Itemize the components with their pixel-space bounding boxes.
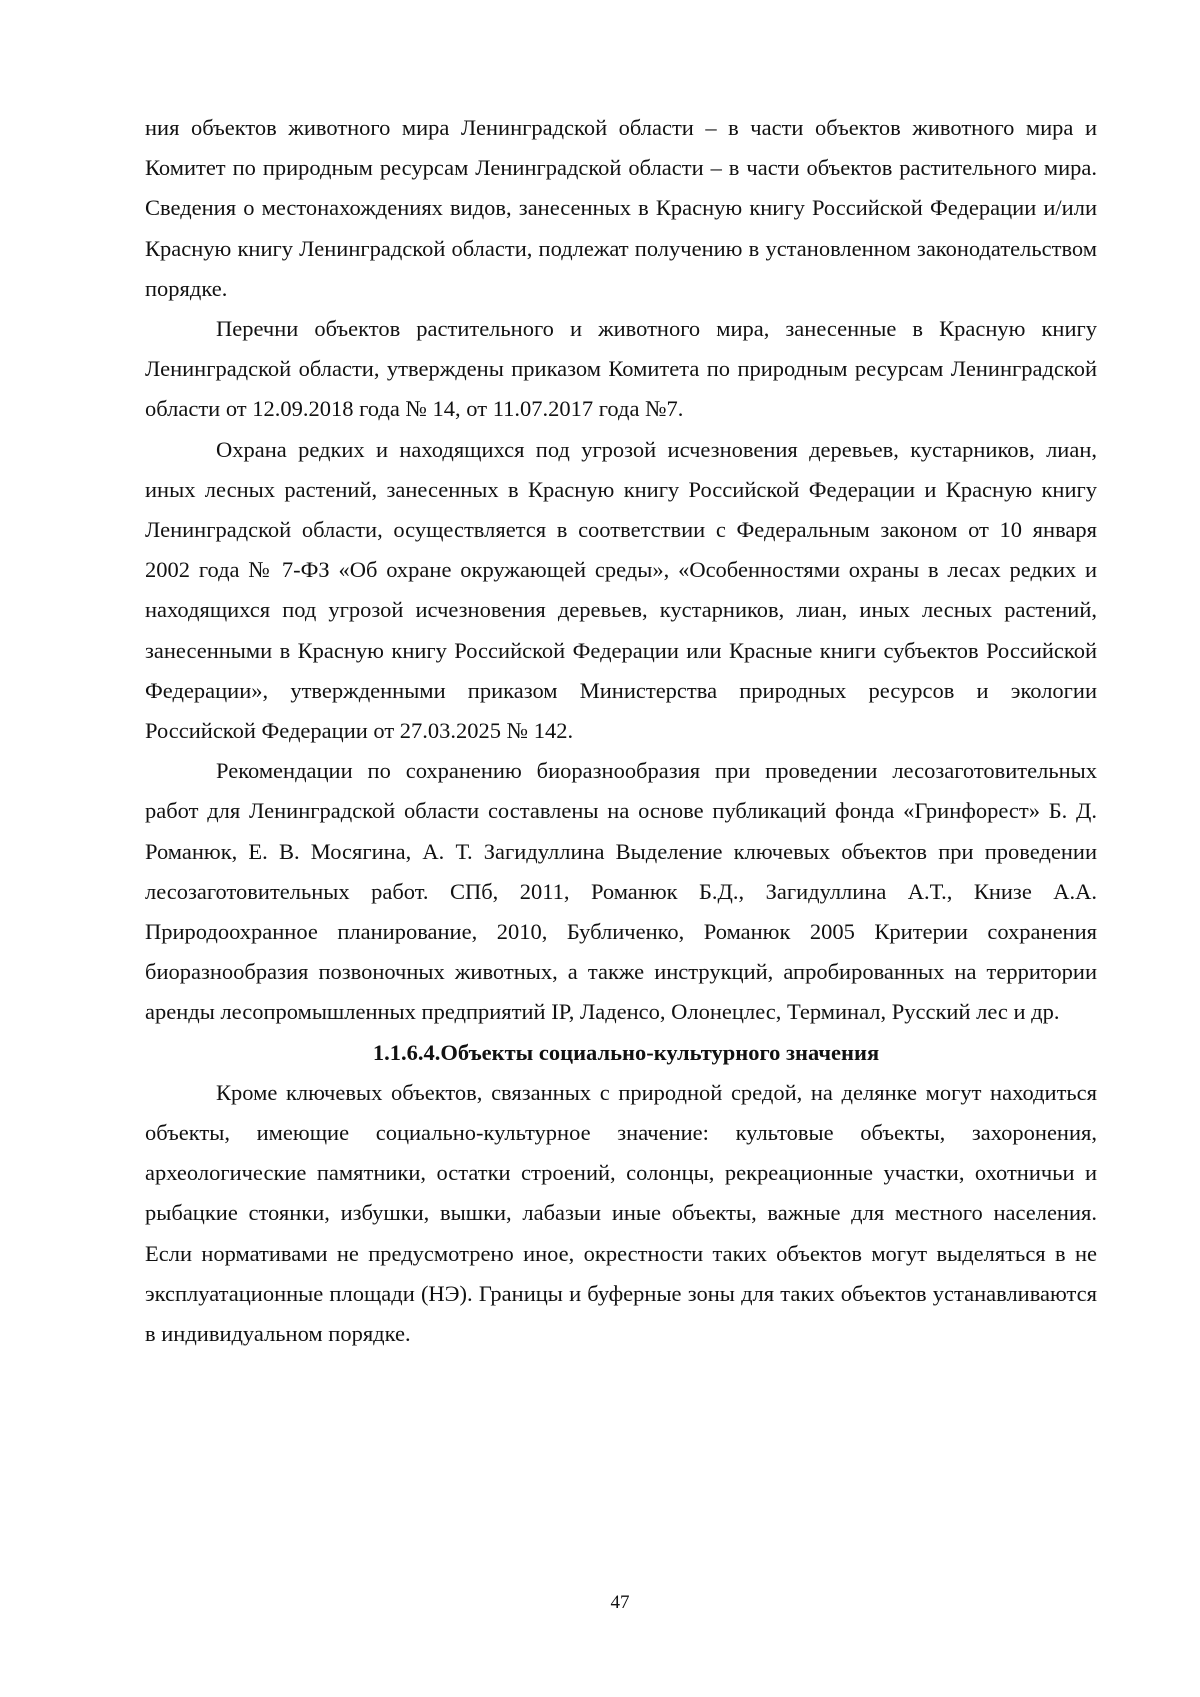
section-heading: 1.1.6.4.Объекты социально-культурного значения: [372, 1039, 880, 1065]
paragraph-protection-rare-plants: Охрана редких и находящихся под угрозой исчезновения деревьев, кустарников, лиан, иных лесных растений, занесенных в Красную книгу Российской Федерации и Красную книгу Ленинградской области, осуществляется в соответствии с Федеральным законом от 10 января 2002 года № 7-ФЗ «Об охране окружающей среды», «Особенностями охраны в лесах редких и находящихся под угрозой исчезновения деревьев, кустарников, лиан, иных лесных растений, занесенными в Красную книгу Российской Федерации или Красные книги субъектов Российской Федерации», утвержденными приказом Министерства природных ресурсов и экологии Российской Федерации от 27.03.2025 № 142.: [145, 436, 1097, 744]
paragraph-biodiversity-recommendations: Рекомендации по сохранению биоразнообразия при проведении лесозаготовительных работ для Ленинградской области составлены на основе публикаций фонда «Гринфорест» Б. Д. Романюк, Е. В. Мосягина, А. Т. Загидуллина Выделение ключевых объектов при проведении лесозаготовительных работ. СПб, 2011, Романюк Б.Д., Загидуллина А.Т., Книзе А.А. Природоохранное планирование, 2010, Бубличенко, Романюк 2005 Критерии сохранения биоразнообразия позвоночных животных, а также инструкций, апробированных на территории аренды лесопромышленных предприятий IP, Ладенсо, Олонецлес, Терминал, Русский лес и др.: [145, 758, 1097, 1025]
paragraph-social-cultural-objects: Кроме ключевых объектов, связанных с природной средой, на делянке могут находиться объекты, имеющие социально-культурное значение: культовые объекты, захоронения, археологические памятники, остатки строений, солонцы, рекреационные участки, охотничьи и рыбацкие стоянки, избушки, вышки, лабазыи иные объекты, важные для местного населения. Если нормативами не предусмотрено иное, окрестности таких объектов могут выделяться в не эксплуатационные площади (НЭ). Границы и буферные зоны для таких объектов устанавливаются в индивидуальном порядке.: [145, 1079, 1097, 1347]
paragraph-red-book-lists: Перечни объектов растительного и животного мира, занесенные в Красную книгу Ленинградской области, утверждены приказом Комитета по природным ресурсам Ленинградской области от 12.09.2018 года № 14, от 11.07.2017 года №7.: [145, 316, 1097, 422]
paragraph-continuation: ния объектов животного мира Ленинградской области – в части объектов животного мира и Комитет по природным ресурсам Ленинградской области – в части объектов растительного мира. Сведения о местонахождениях видов, занесенных в Красную книгу Российской Федерации и/или Красную книгу Ленинградской области, подлежат получению в установленном законодательством порядке.: [145, 115, 1097, 301]
page-number: 47: [610, 1592, 630, 1613]
document-body: [145, 108, 1097, 1354]
